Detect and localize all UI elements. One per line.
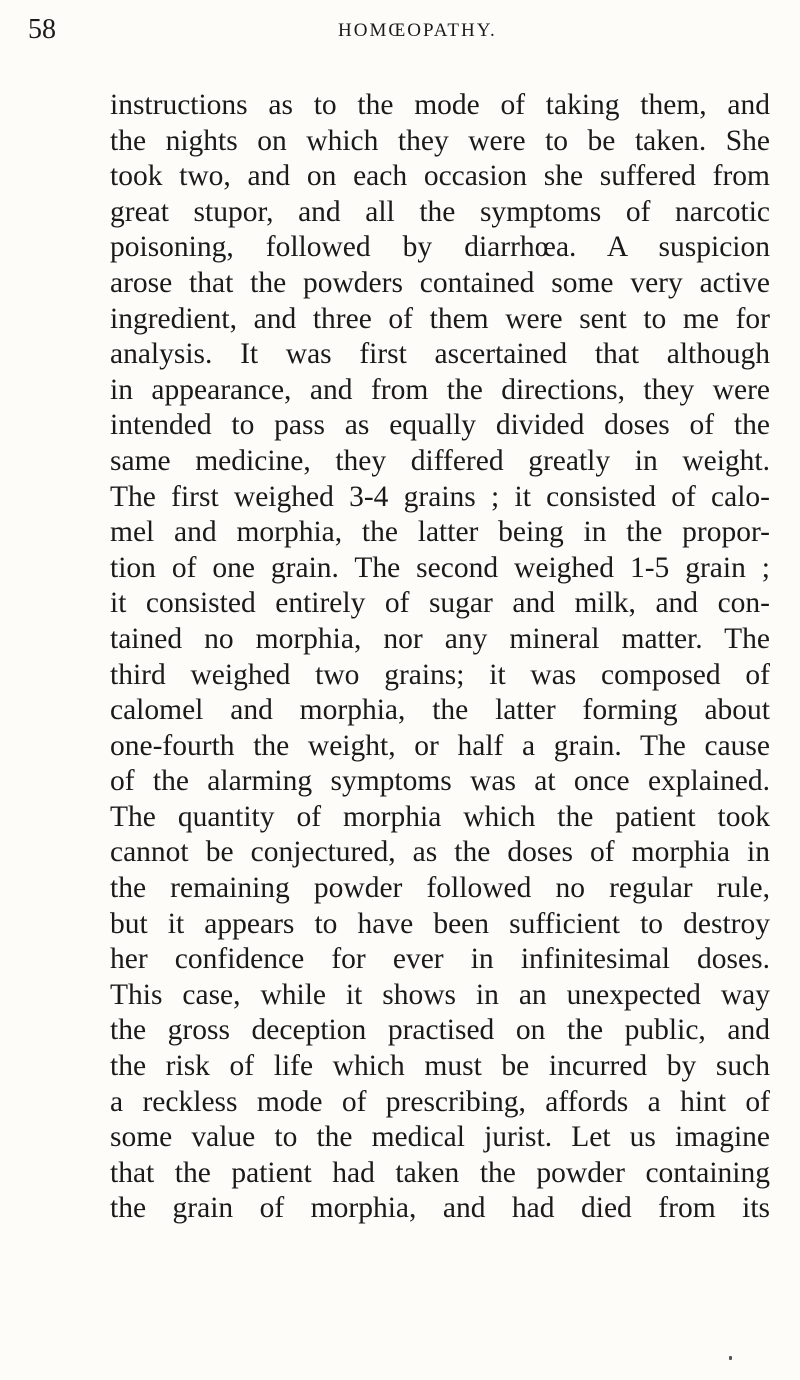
text-line: the nights on which they were to be taken. She [110, 124, 770, 157]
text-line: that the patient had taken the powder containing [110, 1156, 770, 1189]
text-line: the gross deception practised on the public, and [110, 1014, 770, 1047]
text-line: calomel and morphia, the latter forming about [110, 694, 770, 727]
text-line: instructions as to the mode of taking them, and [110, 89, 770, 121]
text-line: took two, and on each occasion she suffered from [110, 160, 770, 193]
text-line: tained no morphia, nor any mineral matter. The [110, 622, 770, 655]
text-line: The quantity of morphia which the patient took [110, 800, 770, 833]
running-head: HOMŒOPATHY. [338, 20, 497, 41]
text-line: of the alarming symptoms was at once explained. [110, 765, 770, 798]
text-line: but it appears to have been sufficient to destroy [110, 907, 770, 940]
text-line: one-fourth the weight, or half a grain. The cause [110, 729, 770, 762]
text-line: third weighed two grains; it was composed of [110, 658, 770, 691]
text-line: a reckless mode of prescribing, affords a hint of [110, 1085, 770, 1118]
text-line: same medicine, they differed greatly in weight. [110, 444, 770, 477]
text-line: some value to the medical jurist. Let us imagine [110, 1121, 770, 1154]
text-line: the grain of morphia, and had died from its [110, 1192, 770, 1225]
text-line: analysis. It was first ascertained that although [110, 338, 770, 371]
print-speck [729, 1356, 732, 1360]
text-line: great stupor, and all the symptoms of narcotic [110, 195, 770, 228]
text-line: intended to pass as equally divided doses of the [110, 409, 770, 442]
body-text [110, 88, 770, 1227]
text-line: ingredient, and three of them were sent to me for [110, 302, 770, 335]
page-header [0, 14, 800, 54]
text-line: This case, while it shows in an unexpected way [110, 978, 770, 1011]
text-line: poisoning, followed by diarrhœa. A suspicion [110, 231, 770, 264]
text-line: the risk of life which must be incurred by such [110, 1050, 770, 1083]
text-line: tion of one grain. The second weighed 1-5 grain ; [110, 551, 770, 584]
text-line: in appearance, and from the directions, they were [110, 373, 770, 406]
text-line: The first weighed 3-4 grains ; it consisted of calo- [110, 480, 770, 513]
text-line: mel and morphia, the latter being in the propor- [110, 516, 770, 549]
text-line: the remaining powder followed no regular rule, [110, 872, 770, 905]
text-line: it consisted entirely of sugar and milk, and con- [110, 587, 770, 620]
page-number: 58 [28, 14, 56, 45]
text-line: cannot be conjectured, as the doses of morphia in [110, 836, 770, 869]
text-line: arose that the powders contained some very active [110, 266, 770, 299]
text-line: her confidence for ever in infinitesimal doses. [110, 943, 770, 976]
